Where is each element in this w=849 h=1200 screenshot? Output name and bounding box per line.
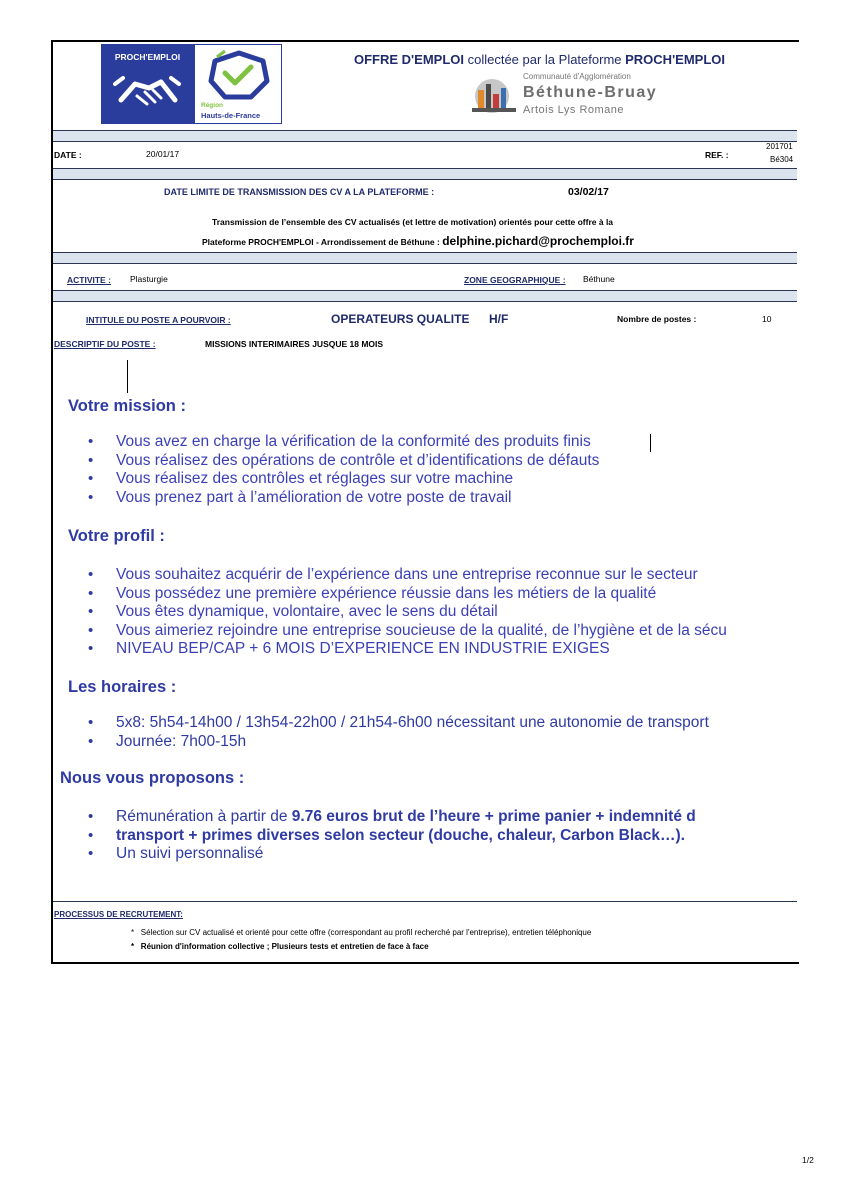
hours-title: Les horaires :: [68, 678, 177, 696]
recruitment-text-1: Sélection sur CV actualisé et orienté pour cette offre (correspondant au profil recherché par l'entreprise), entretien téléphonique: [140, 928, 592, 937]
list-item: • Vous avez en charge la vérification de la conformité des produits finis: [88, 433, 599, 452]
list-item: • 5x8: 5h54-14h00 / 13h54-22h00 / 21h54-6h00 nécessitant une autonomie de transport: [88, 714, 709, 733]
agglo-line3: Artois Lys Romane: [523, 104, 625, 116]
text-caret: [650, 434, 651, 452]
agglo-logo-icon: [468, 76, 520, 114]
deadline-note-1: Transmission de l’ensemble des CV actualisés (et lettre de motivation) orientés pour cette offre à la: [212, 217, 614, 227]
separator-line: [53, 901, 797, 902]
handshake-icon: [101, 44, 194, 124]
description-value: MISSIONS INTERIMAIRES JUSQUE 18 MOIS: [205, 339, 384, 349]
activity-value: Plasturgie: [130, 274, 168, 284]
position-title: OPERATEURS QUALITE: [331, 312, 470, 326]
profile-list: [88, 566, 727, 659]
region-logo-label-1: Région: [201, 102, 224, 109]
position-label: INTITULE DU POSTE A POURVOIR :: [86, 315, 231, 325]
zone-label: ZONE GEOGRAPHIQUE :: [464, 275, 566, 285]
offer-list: [88, 808, 696, 864]
description-label: DESCRIPTIF DU POSTE :: [54, 339, 156, 349]
agglo-line2: Béthune-Bruay: [523, 84, 658, 101]
position-gender: H/F: [489, 312, 509, 326]
pay-details: 9.76 euros brut de l’heure + prime panier + indemnité d: [291, 808, 696, 825]
list-item: • Vous prenez part à l’amélioration de votre poste de travail: [88, 489, 599, 508]
ref-value-2: Bé304: [770, 155, 794, 164]
activity-label: ACTIVITE :: [67, 275, 111, 285]
mission-title: Votre mission :: [68, 397, 186, 415]
offer-heading-part1: OFFRE D'EMPLOI: [354, 52, 464, 67]
ref-label: REF. :: [705, 150, 729, 160]
list-item: • Vous réalisez des contrôles et réglages sur votre machine: [88, 470, 599, 489]
position-count: 10: [762, 314, 772, 324]
agglo-line1: Communauté d'Agglomération: [523, 72, 631, 81]
deadline-label: DATE LIMITE DE TRANSMISSION DES CV A LA PLATEFORME :: [164, 187, 435, 197]
deadline-value: 03/02/17: [568, 186, 609, 198]
region-logo: [194, 44, 282, 124]
date-value: 20/01/17: [146, 149, 180, 159]
ref-value-1: 201701: [766, 142, 793, 151]
position-count-label: Nombre de postes :: [617, 314, 697, 324]
mission-list: [88, 433, 599, 507]
offer-heading-part3: PROCH'EMPLOI: [625, 52, 725, 67]
separator-band: [53, 168, 797, 180]
list-item: • Vous réalisez des opérations de contrôle et d’identifications de défauts: [88, 452, 599, 471]
date-label: DATE :: [54, 150, 82, 160]
offer-title: Nous vous proposons :: [60, 769, 245, 787]
zone-value: Béthune: [583, 274, 615, 284]
pay-line2: transport + primes diverses selon secteur (douche, chaleur, Carbon Black…).: [116, 826, 685, 844]
list-item-continuation: [88, 827, 696, 846]
pay-prefix: Rémunération à partir de: [116, 808, 292, 825]
list-item: • Un suivi personnalisé: [88, 845, 696, 864]
bullet-asterisk: *: [131, 928, 135, 937]
prochemploi-logo-text: PROCH'EMPLOI: [114, 52, 181, 62]
deadline-note-2-text: Plateforme PROCH'EMPLOI - Arrondissement de Béthune :: [202, 237, 443, 247]
deadline-note-2: [202, 232, 634, 250]
region-logo-label-2: Hauts-de-France: [201, 111, 261, 120]
list-item: • NIVEAU BEP/CAP + 6 MOIS D’EXPERIENCE EN INDUSTRIE EXIGES: [88, 640, 727, 659]
offer-heading-part2: collectée par la Plateforme: [463, 52, 626, 67]
separator-band: [53, 130, 797, 142]
text-cursor: [127, 360, 128, 393]
separator-band: [53, 290, 797, 302]
region-map-icon: [195, 47, 283, 103]
list-item: • Vous possédez une première expérience réussie dans les métiers de la qualité: [88, 585, 727, 604]
page-number: 1/2: [802, 1155, 814, 1165]
recruitment-item-2: [131, 942, 429, 951]
recruitment-text-2: Réunion d'information collective ; Plusieurs tests et entretien de face à face: [140, 942, 429, 951]
bullet-asterisk: *: [131, 942, 135, 951]
list-item: • Vous êtes dynamique, volontaire, avec le sens du détail: [88, 603, 727, 622]
prochemploi-logo: [101, 44, 194, 124]
offer-heading: [354, 52, 725, 67]
recruitment-label: PROCESSUS DE RECRUTEMENT:: [54, 910, 183, 919]
list-item: • Journée: 7h00-15h: [88, 733, 709, 752]
hours-list: [88, 714, 709, 751]
contact-email[interactable]: delphine.pichard@prochemploi.fr: [442, 234, 634, 248]
list-item: • Vous aimeriez rejoindre une entreprise soucieuse de la qualité, de l’hygiène et de la sécu: [88, 622, 727, 641]
separator-band: [53, 252, 797, 264]
list-item: [88, 808, 696, 827]
recruitment-item-1: [131, 928, 591, 937]
list-item: • Vous souhaitez acquérir de l’expérience dans une entreprise reconnue sur le secteur: [88, 566, 727, 585]
profile-title: Votre profil :: [68, 527, 165, 545]
